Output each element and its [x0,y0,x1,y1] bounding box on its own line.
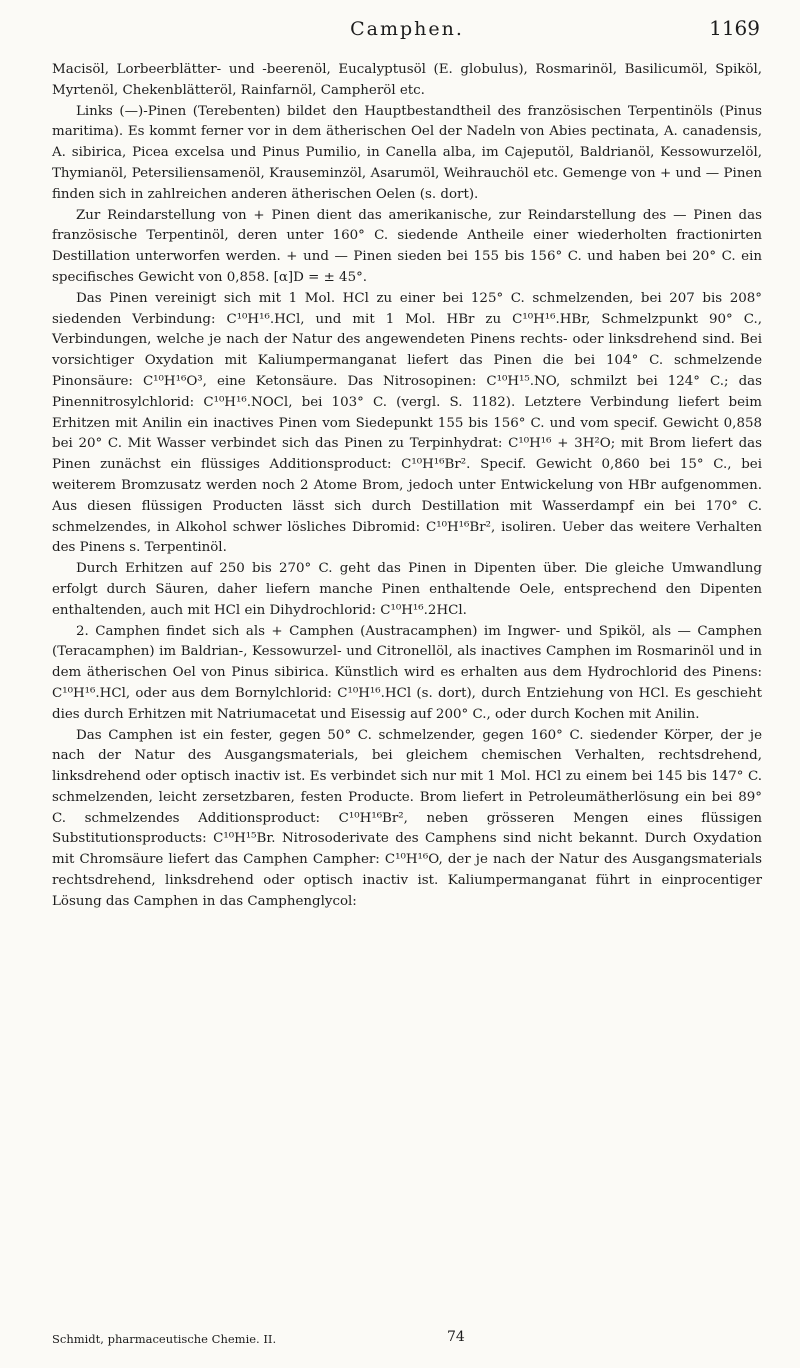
paragraph: Durch Erhitzen auf 250 bis 270° C. geht das Pinen in Dipenten über. Die gleiche Umwandlung erfolgt durch Säuren, daher liefern manche Pinen enthaltende Oele, entsprechend den Dipenten enthaltenden, auch mit HCl ein Dihydrochlorid: C¹⁰H¹⁶.2HCl. [52,561,762,618]
body-text [52,60,762,913]
signature-mark: 74 [447,1329,465,1345]
paragraph: Macisöl, Lorbeerblätter- und -beerenöl, Eucalyptusöl (E. globulus), Rosmarinöl, Basilicumöl, Spiköl, Myrtenöl, Chekenblätteröl, Rainfarnöl, Campheröl etc. [52,62,762,98]
page-header [52,0,762,60]
footer-imprint: Schmidt, pharmaceutische Chemie. II. [52,1332,277,1346]
running-title: Camphen. [350,18,464,40]
paragraph: Das Pinen vereinigt sich mit 1 Mol. HCl zu einer bei 125° C. schmelzenden, bei 207 bis 208° siedenden Verbindung: C¹⁰H¹⁶.HCl, und mit 1 Mol. HBr zu C¹⁰H¹⁶.HBr, Schmelzpunkt 90° C., Verbindungen, welche je nach der Natur des angewendeten Pinens rechts- oder linksdrehend sind. Bei vorsichtiger Oxydation mit Kaliumpermanganat liefert das Pinen die bei 104° C. schmelzende Pinonsäure: C¹⁰H¹⁶O³, eine Ketonsäure. Das Nitrosopinen: C¹⁰H¹⁵.NO, schmilzt bei 124° C.; das Pinennitrosylchlorid: C¹⁰H¹⁶.NOCl, bei 103° C. (vergl. S. 1182). Letztere Verbindung liefert beim Erhitzen mit Anilin ein inactives Pinen vom Siedepunkt 155 bis 156° C. und vom specif. Gewicht 0,858 bei 20° C. Mit Wasser verbindet sich das Pinen zu Terpinhydrat: C¹⁰H¹⁶ + 3H²O; mit Brom liefert das Pinen zunächst ein flüssiges Additionsproduct: C¹⁰H¹⁶Br². Specif. Gewicht 0,860 bei 15° C., bei weiterem Bromzusatz werden noch 2 Atome Brom, jedoch unter Entwickelung von HBr aufgenommen. Aus diesen flüssigen Producten lässt sich durch Destillation mit Wasserdampf ein bei 170° C. schmelzendes, in Alkohol schwer lösliches Dibromid: C¹⁰H¹⁶Br², isoliren. Ueber das weitere Verhalten des Pinens s. Terpentinöl. [52,290,762,556]
paragraph: Das Camphen ist ein fester, gegen 50° C. schmelzender, gegen 160° C. siedender Körper, der je nach der Natur des Ausgangsmaterials, bei gleichem chemischen Verhalten, rechtsdrehend, linksdrehend oder optisch inactiv ist. Es verbindet sich nur mit 1 Mol. HCl zu einem bei 145 bis 147° C. schmelzenden, leicht zersetzbaren, festen Producte. Brom liefert in Petroleumätherlösung ein bei 89° C. schmelzendes Additionsproduct: C¹⁰H¹⁶Br², neben grösseren Mengen eines flüssigen Substitutionsproducts: C¹⁰H¹⁵Br. Nitrosoderivate des Camphens sind nicht bekannt. Durch Oxydation mit Chromsäure liefert das Camphen Campher: C¹⁰H¹⁶O, der je nach der Natur des Ausgangsmaterials rechtsdrehend, linksdrehend oder optisch inactiv ist. Kaliumpermanganat führt in einprocentiger Lösung das Camphen in das Camphenglycol: [52,727,762,909]
page-footer [52,1329,762,1346]
page [52,0,762,1368]
paragraph: 2. Camphen findet sich als + Camphen (Austracamphen) im Ingwer- und Spiköl, als — Camphen (Teracamphen) im Baldrian-, Kessowurzel- und Citronellöl, als inactives Camphen im Rosmarinöl und in dem ätherischen Oel von Pinus sibirica. Künstlich wird es erhalten aus dem Hydrochlorid des Pinens: C¹⁰H¹⁶.HCl, oder aus dem Bornylchlorid: C¹⁰H¹⁶.HCl (s. dort), durch Entziehung von HCl. Es geschieht dies durch Erhitzen mit Natriumacetat und Eisessig auf 200° C., oder durch Kochen mit Anilin. [52,623,762,722]
page-number: 1169 [709,16,760,40]
paragraph: Zur Reindarstellung von + Pinen dient das amerikanische, zur Reindarstellung des — Pinen das französische Terpentinöl, deren unter 160° C. siedende Antheile einer wiederholten fractionirten Destillation unterworfen werden. + und — Pinen sieden bei 155 bis 156° C. und haben bei 20° C. ein specifisches Gewicht von 0,858. [α]D = ± 45°. [52,207,762,285]
paragraph: Links (—)-Pinen (Terebenten) bildet den Hauptbestandtheil des französischen Terpentinöls (Pinus maritima). Es kommt ferner vor in dem ätherischen Oel der Nadeln von Abies pectinata, A. canadensis, A. sibirica, Picea excelsa und Pinus Pumilio, in Canella alba, im Cajeputöl, Baldrianöl, Kessowurzelöl, Thymianöl, Petersiliensamenöl, Krauseminzöl, Asarumöl, Weihrauchöl etc. Gemenge von + und — Pinen finden sich in zahlreichen anderen ätherischen Oelen (s. dort). [52,103,762,202]
